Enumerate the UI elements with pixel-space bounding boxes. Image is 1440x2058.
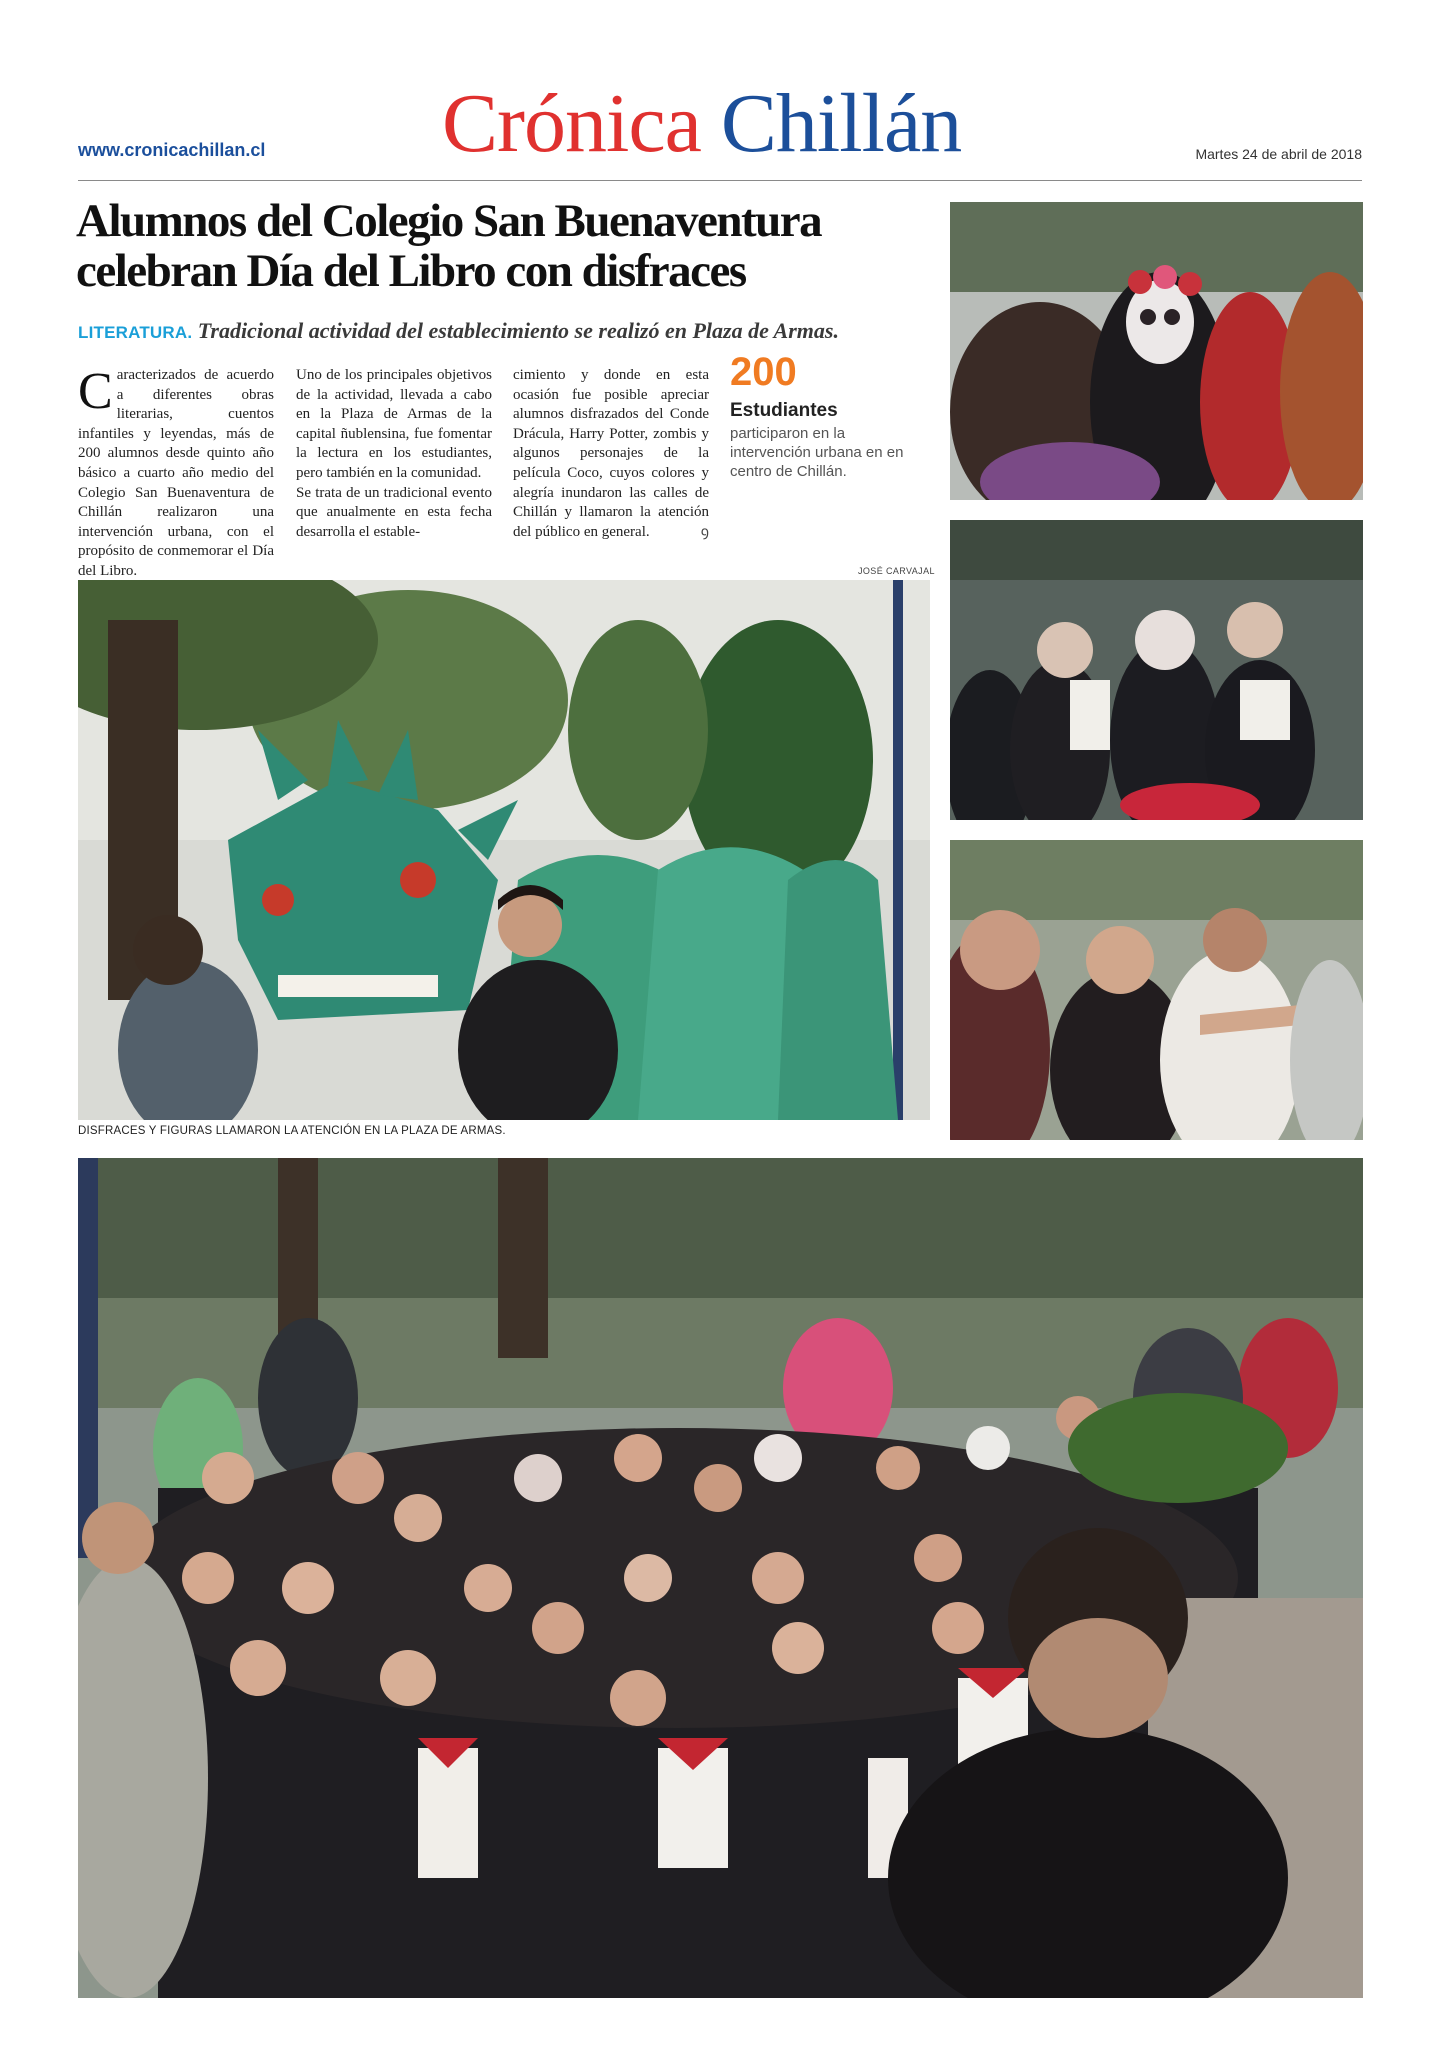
masthead-word-cronica: Crónica: [442, 77, 701, 170]
kicker-line: [78, 318, 938, 344]
header-rule: [78, 180, 1362, 181]
factbox-text: participaron en la intervención urbana en en centro de Chillán.: [730, 425, 904, 480]
factbox-label: Estudiantes: [730, 400, 838, 421]
end-mark-icon: ꝯ: [700, 524, 709, 540]
body-column-3: [513, 366, 709, 542]
factbox-number: 200: [730, 350, 797, 394]
article-headline: Alumnos del Colegio San Buenaventura celebran Día del Libro con disfraces: [76, 195, 822, 297]
photo-credit: JOSÉ CARVAJAL: [858, 566, 935, 576]
masthead-logo: [442, 77, 962, 170]
body-text-col2-p2: Se trata de un tradicional evento que anualmente en esta fecha desarrolla el estable-: [296, 484, 492, 540]
site-url[interactable]: www.cronicachillan.cl: [78, 140, 266, 160]
photo-dracula-kids: [950, 520, 1363, 820]
article-dek: Tradicional actividad del establecimiento se realizó en Plaza de Armas.: [197, 318, 839, 343]
photo-dragon-costume: [78, 580, 930, 1120]
body-text-col1: aracterizados de acuerdo a diferentes obras literarias, cuentos infantiles y leyendas, más de 200 alumnos desde quinto año básico a cuarto año medio del Colegio San Buenaventura de Chillán realizaron una intervención urbana, con el propósito de conmemorar el Día del Libro.: [78, 367, 274, 579]
body-column-2: [296, 366, 492, 542]
photo-student-crowd: [78, 1158, 1363, 1998]
photo-caption: DISFRACES Y FIGURAS LLAMARON LA ATENCIÓN EN LA PLAZA DE ARMAS.: [78, 1125, 506, 1137]
photo-catrina-costumes: [950, 202, 1363, 500]
issue-date: Martes 24 de abril de 2018: [1195, 146, 1362, 162]
body-text-col3: cimiento y donde en esta ocasión fue posible apreciar alumnos disfrazados del Conde Drácula, Harry Potter, zombis y algunos personajes de la película Coco, cuyos colores y alegría inundaron las calles de Chillán y llamaron la atención del público en general.: [513, 367, 709, 540]
drop-cap: C: [78, 363, 113, 420]
body-column-1: [78, 363, 274, 582]
body-text-col2-p1: Uno de los principales objetivos de la actividad, llevada a cabo en la Plaza de Armas de la capital ñublensina, fue fomentar la lectura en los estudiantes, pero también en la comunidad.: [296, 367, 492, 481]
section-kicker: LITERATURA.: [78, 323, 193, 342]
masthead-word-chillan: Chillán: [720, 77, 962, 170]
photo-greek-costumes: [950, 840, 1363, 1140]
